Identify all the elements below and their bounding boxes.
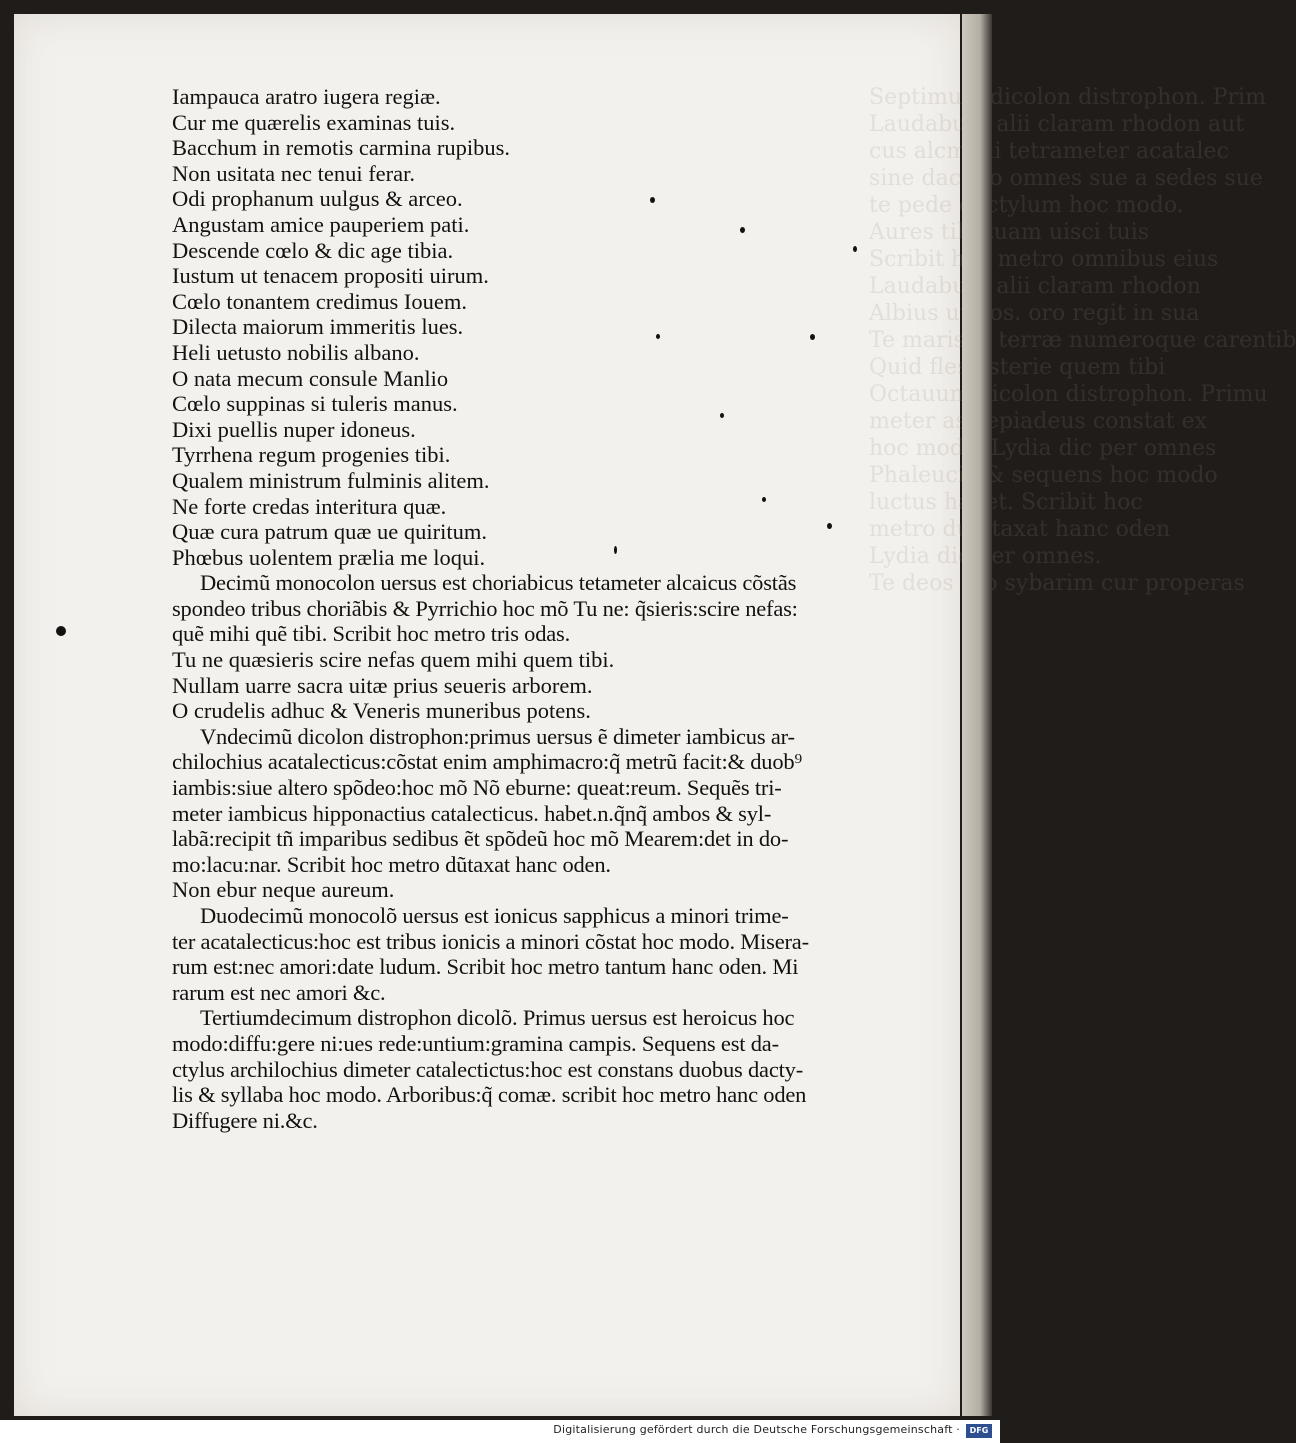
verse-line: Heli uetusto nobilis albano.: [172, 339, 420, 365]
paragraph-line: spondeo tribus choriãbis & Pyrrichio hoc mõ Tu ne: q̃sieris:scire nefas:: [172, 595, 798, 621]
bleed-line: hoc modo. Lydia dic per omnes: [869, 436, 1217, 461]
bleed-line: Scribit hoc metro omnibus eius: [869, 247, 1219, 272]
paragraph-line: Diffugere ni.&c.: [172, 1107, 318, 1133]
paragraph-line: meter iambicus hipponactius catalecticus. habet.n.q̃nq̃ ambos & syl-: [172, 800, 772, 826]
verse-line: Odi prophanum uulgus & arceo.: [172, 186, 463, 212]
ink-speck: [762, 497, 766, 502]
ink-speck: [650, 197, 655, 203]
bleed-line: Albius ut nos. oro regit in sua: [869, 301, 1200, 326]
bleed-line: Laudabunt alii claram rhodon aut: [869, 112, 1245, 137]
paragraph-line: Tertiumdecimum distrophon dicolõ. Primus uersus est heroicus hoc: [200, 1005, 795, 1031]
verse-line: Quæ cura patrum quæ ue quiritum.: [172, 519, 487, 545]
ink-speck: [56, 626, 66, 636]
verse-line: Dixi puellis nuper idoneus.: [172, 416, 416, 442]
verse-line: Bacchum in remotis carmina rupibus.: [172, 135, 511, 161]
verse-line: Cœlo tonantem credimus Iouem.: [172, 288, 467, 314]
verse-line: Ne forte credas interitura quæ.: [172, 493, 447, 519]
verse-line: Non ebur neque aureum.: [172, 877, 395, 903]
ink-speck: [740, 227, 745, 233]
verse-line: Descende cœlo & dic age tibia.: [172, 237, 454, 263]
dfg-logo: DFG: [966, 1424, 992, 1438]
ink-speck: [853, 246, 857, 252]
verse-line: Iustum ut tenacem propositi uirum.: [172, 263, 489, 289]
paragraph-line: chilochius acatalecticus:cõstat enim amphimacro:q̃ metrũ facit:& duob⁹: [172, 749, 803, 775]
paragraph-line: ter acatalecticus:hoc est tribus ionicis a minori cõstat hoc modo. Misera-: [172, 928, 809, 954]
bleed-line: meter asclepiadeus constat ex: [869, 409, 1208, 434]
verse-line: Tyrrhena regum progenies tibi.: [172, 442, 451, 468]
bleed-line: cus alcmani tetrameter acatalec: [869, 139, 1229, 164]
bleed-line: te pede dactylum hoc modo.: [869, 193, 1184, 218]
ink-speck: [720, 413, 724, 418]
verse-list-1: [172, 84, 932, 570]
verse-line: Nullam uarre sacra uitæ prius seueris arborem.: [172, 672, 593, 698]
bleed-line: Laudabunt alii claram rhodon: [869, 274, 1201, 299]
ink-speck: [614, 546, 617, 554]
verse-line: Cœlo suppinas si tuleris manus.: [172, 391, 458, 417]
paragraph-line: quẽ mihi quẽ tibi. Scribit hoc metro tris odas.: [172, 621, 571, 647]
paragraph-tertium: [172, 1005, 932, 1133]
verse-line: Angustam amice pauperiem pati.: [172, 211, 470, 237]
bleed-line: Lydia dic per omnes.: [869, 544, 1102, 569]
ink-speck: [827, 523, 832, 529]
page-edge: [962, 14, 992, 1416]
bleed-line: sine dactylo omnes sue a sedes sue: [869, 166, 1263, 191]
paragraph-line: Decimũ monocolon uersus est choriabicus tetameter alcaicus cõstãs: [200, 570, 797, 596]
paragraph-decimum: [172, 570, 932, 647]
bleed-line: Te maris & terræ numeroque carentib: [869, 328, 1296, 353]
footer-bar: [0, 1420, 1000, 1443]
ink-speck: [810, 334, 815, 340]
verse-line: Dilecta maiorum immeritis lues.: [172, 314, 464, 340]
ink-speck: [656, 334, 660, 339]
verse-line: Non usitata nec tenui ferar.: [172, 160, 416, 186]
paragraph-undecimum: [172, 724, 932, 878]
paragraph-line: Vndecimũ dicolon distrophon:primus uersus ẽ dimeter iambicus ar-: [200, 723, 795, 749]
bleed-line: Septimum dicolon distrophon. Prim: [869, 85, 1266, 110]
paragraph-line: rum est:nec amori:date ludum. Scribit hoc metro tantum hanc oden. Mi: [172, 954, 799, 980]
verse-line: Iampauca aratro iugera regiæ.: [172, 84, 441, 109]
bleed-line: Quid fles asterie quem tibi: [869, 355, 1166, 380]
paragraph-line: ctylus archilochius dimeter catalectictus:hoc est constans duobus dacty-: [172, 1056, 804, 1082]
paragraph-line: rarum est nec amori &c.: [172, 979, 386, 1005]
bleed-line: luctus habet. Scribit hoc: [869, 490, 1143, 515]
paragraph-line: Duodecimũ monocolõ uersus est ionicus sapphicus a minori trime-: [200, 903, 789, 928]
verse-line: Phœbus uolentem prælia me loqui.: [172, 544, 486, 570]
bleed-line: Te deos oro sybarim cur properas: [869, 571, 1245, 596]
bleed-line: metro dumtaxat hanc oden: [869, 517, 1171, 542]
paragraph-line: labã:recipit tñ imparibus sedibus ẽt spõdeũ hoc mõ Mearem:det in do-: [172, 826, 789, 852]
paragraph-duodecimum: [172, 903, 932, 1005]
verse-line: Tu ne quæsieris scire nefas quem mihi quem tibi.: [172, 647, 615, 673]
bleed-line: Octauum dicolon distrophon. Primu: [869, 382, 1268, 407]
paragraph-line: lis & syllaba hoc modo. Arboribus:q̃ comæ. scribit hoc metro hanc oden: [172, 1082, 807, 1108]
footer-credit: Digitalisierung gefördert durch die Deutsche Forschungsgemeinschaft ·: [553, 1423, 960, 1436]
verse-line: Qualem ministrum fulminis alitem.: [172, 467, 490, 493]
bleed-line: Phaleucio & sequens hoc modo: [869, 463, 1218, 488]
verse-list-2: [172, 647, 932, 724]
verse-line: O crudelis adhuc & Veneris muneribus potens.: [172, 698, 591, 724]
verse-line: Cur me quærelis examinas tuis.: [172, 109, 456, 135]
paragraph-line: modo:diffu:gere ni:ues rede:untium:gramina campis. Sequens est da-: [172, 1030, 779, 1056]
verse-line: O nata mecum consule Manlio: [172, 365, 449, 391]
page-text: [172, 84, 932, 1133]
bleed-line: Aures tibi tuam uisci tuis: [869, 220, 1150, 245]
paragraph-line: iambis:siue altero spõdeo:hoc mõ Nõ eburne: queat:reum. Sequẽs tri-: [172, 775, 782, 801]
paragraph-line: mo:lacu:nar. Scribit hoc metro dũtaxat hanc oden.: [172, 851, 611, 877]
